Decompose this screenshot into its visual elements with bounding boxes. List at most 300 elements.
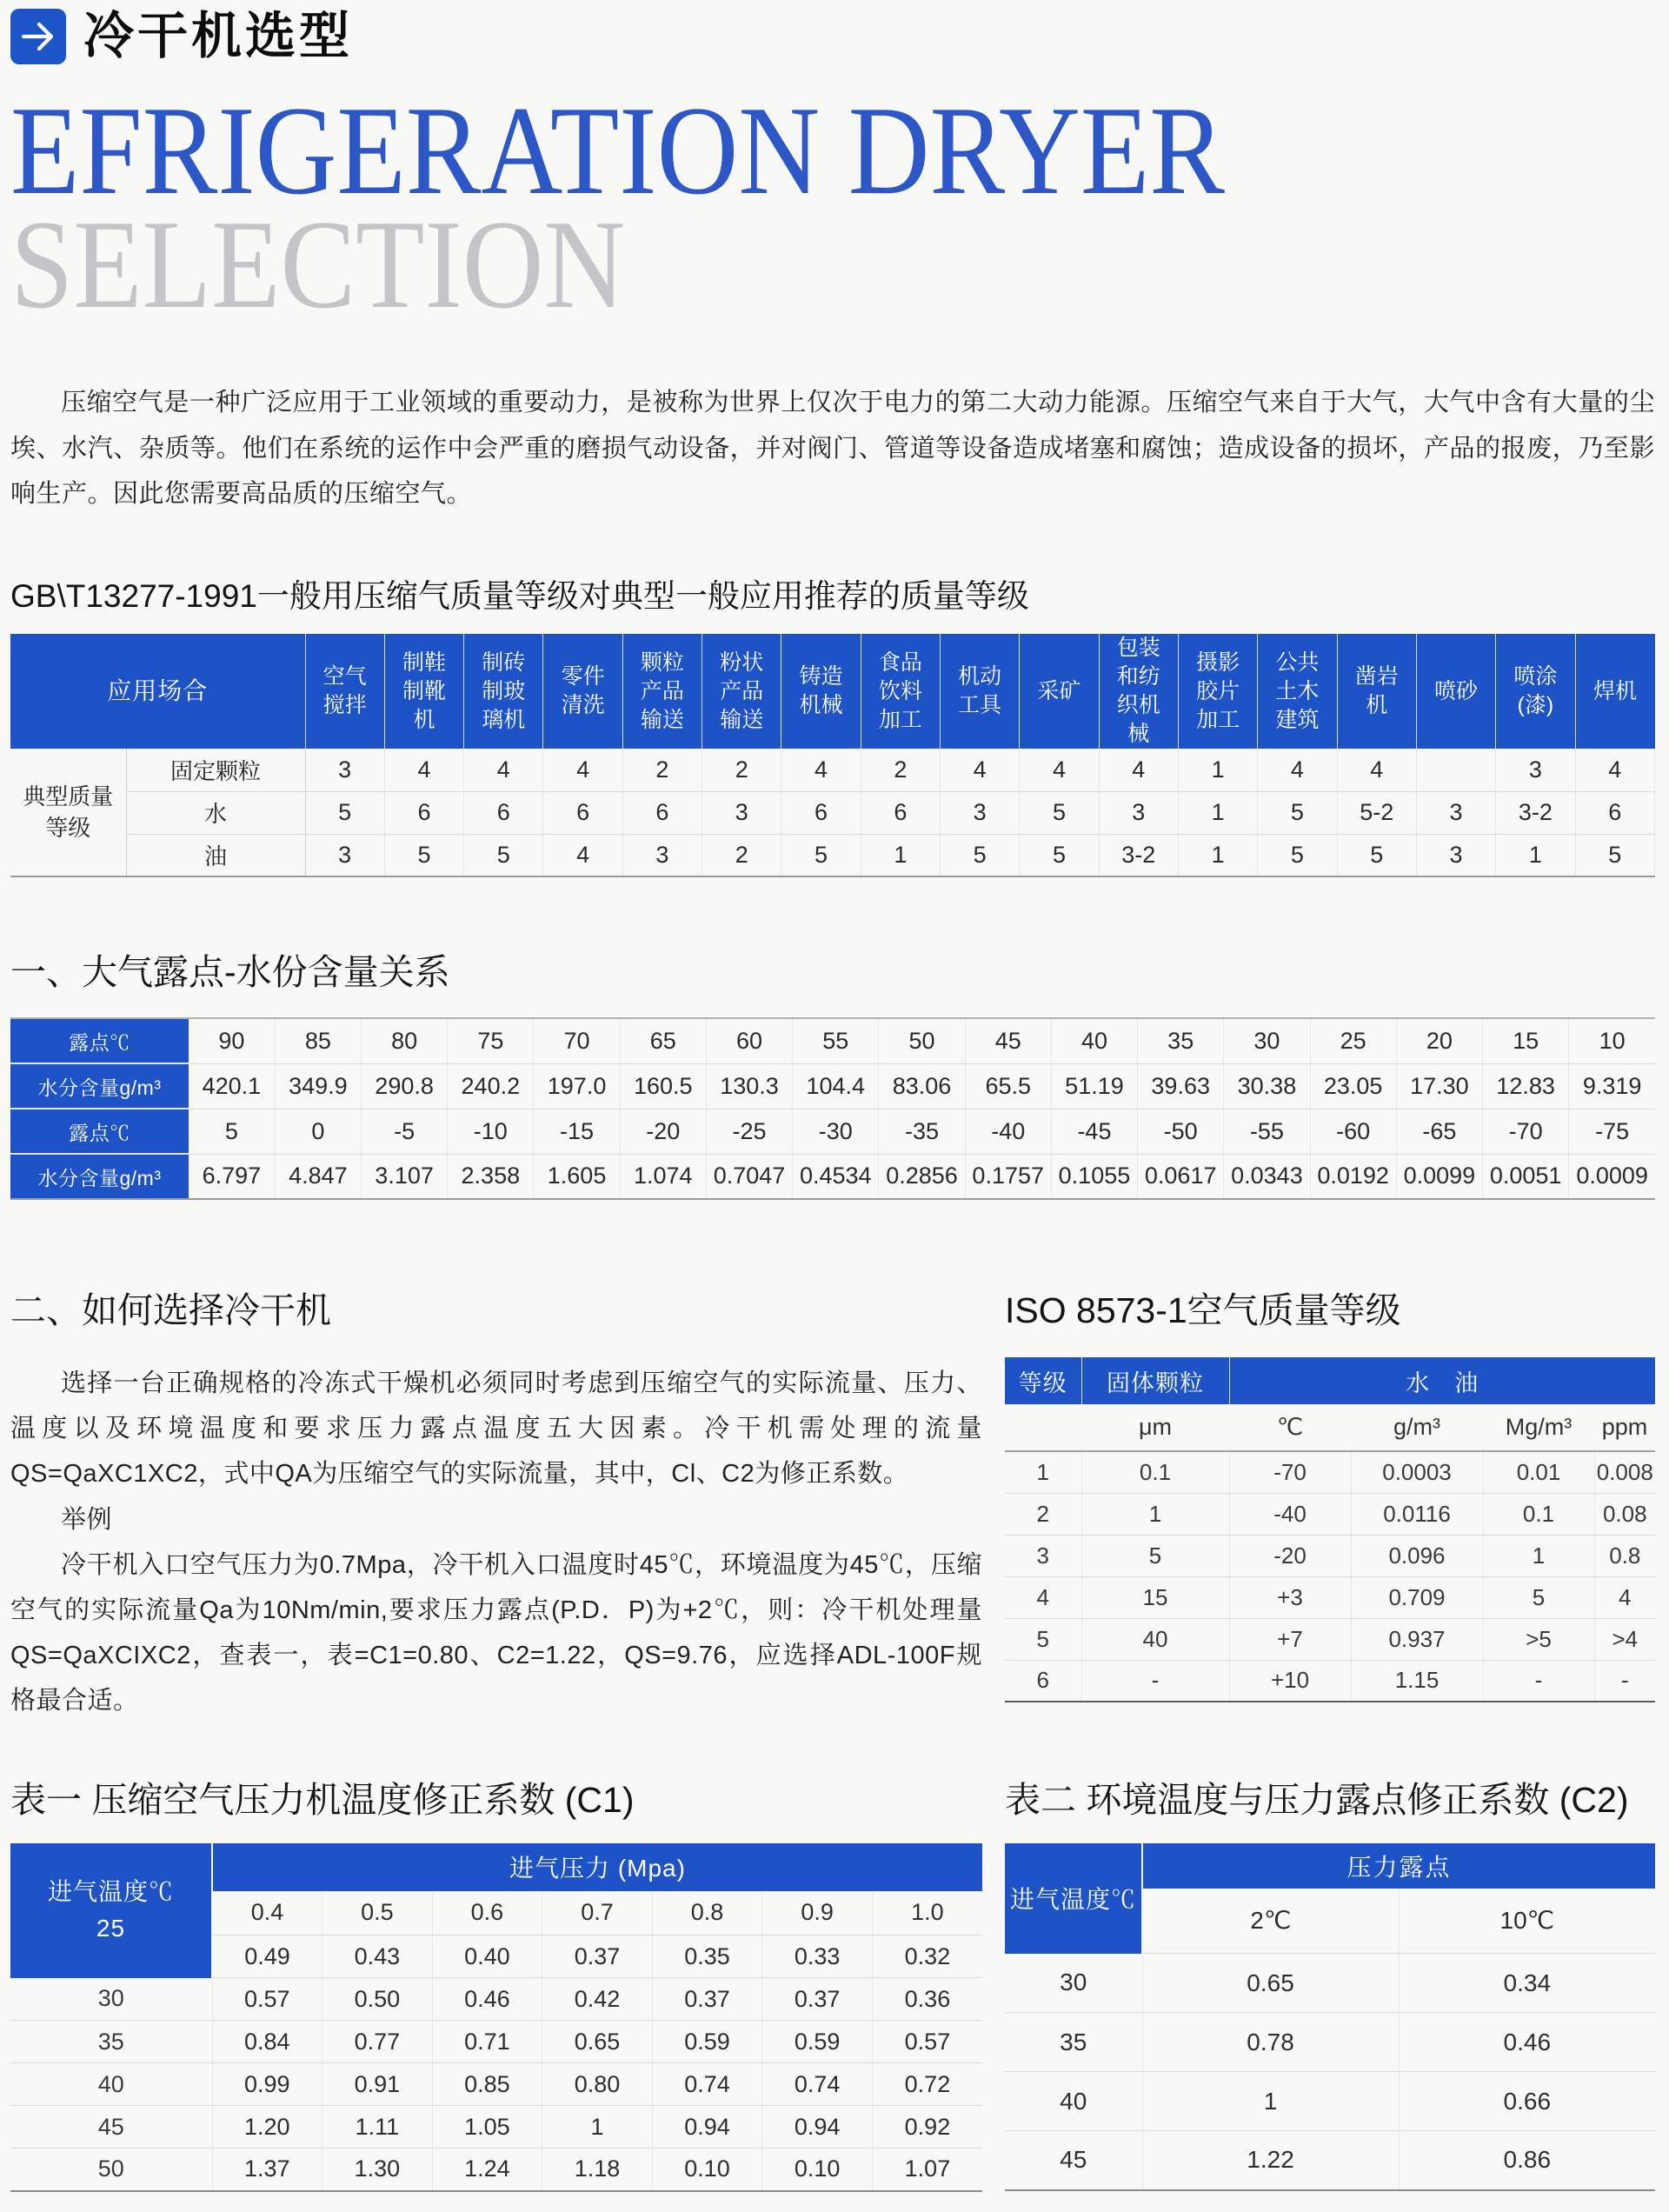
selection-example-paragraph: 冷干机入口空气压力为0.7Mpa，冷干机入口温度时45℃，环境温度为45℃，压缩空气的实际流量Qa为10Nm/min,要求压力露点(P.D．P)为+2℃，则：冷干机处理量QS=QaXCIXC2，查表一，表=C1=0.80、C2=1.22，QS=9.76，应选择ADL-100F规格最合适。 <box>10 1550 982 1716</box>
iso-unit-cell <box>1005 1404 1081 1451</box>
iso-unit-cell: ppm <box>1594 1404 1655 1451</box>
dew-value-cell: 1.605 <box>534 1154 620 1199</box>
iso-value-cell: -40 <box>1229 1493 1351 1535</box>
dew-value-cell: 0.1055 <box>1051 1154 1137 1199</box>
gb-value-cell: 1 <box>1178 791 1257 834</box>
dew-value-cell: -50 <box>1138 1109 1224 1154</box>
gb-value-cell: 2 <box>622 749 702 791</box>
dew-value-cell: 420.1 <box>189 1063 275 1109</box>
c1-value-cell: 0.84 <box>212 2021 322 2063</box>
dew-value-cell: -20 <box>620 1109 706 1154</box>
c2-value-cell: 0.66 <box>1399 2072 1655 2131</box>
gb-value-cell: 5 <box>941 834 1020 876</box>
c1-value-cell: 0.80 <box>542 2063 653 2106</box>
c1-data-row <box>10 1978 982 2021</box>
c1-data-row <box>10 2106 982 2149</box>
gb-value-cell: 6 <box>384 791 463 834</box>
iso-unit-cell: ℃ <box>1229 1404 1351 1451</box>
dew-value-cell: 65.5 <box>965 1063 1051 1109</box>
gb-table-title: GB\T13277-1991一般用压缩气质量等级对典型一般应用推荐的质量等级 <box>10 578 1029 615</box>
iso-value-cell: 4 <box>1594 1576 1655 1618</box>
dew-value-cell: 0 <box>275 1109 361 1154</box>
iso-value-cell: 6 <box>1005 1660 1081 1702</box>
selection-example-label: 举例 <box>61 1505 113 1534</box>
gb-value-cell: 3 <box>1099 791 1178 834</box>
dew-value-cell: -25 <box>706 1109 792 1154</box>
c1-value-cell: 0.91 <box>322 2063 433 2106</box>
iso-value-cell: 0.1 <box>1483 1493 1594 1535</box>
c1-value-cell: 1.05 <box>432 2106 542 2149</box>
dew-value-cell: 15 <box>1483 1018 1569 1063</box>
c2-corner-header: 进气温度℃ <box>1005 1843 1142 1954</box>
gb-value-cell: 4 <box>941 749 1020 791</box>
page-title-en-line1: EFRIGERATION DRYER <box>10 80 1225 221</box>
iso-data-row <box>1005 1535 1655 1576</box>
gb-value-cell: 1 <box>861 834 940 876</box>
dew-value-cell: -75 <box>1569 1109 1655 1154</box>
dew-row <box>10 1109 1655 1154</box>
c1-data-row <box>10 2063 982 2106</box>
gb-column-header: 焊机 <box>1575 634 1654 749</box>
gb-value-cell: 5 <box>781 834 861 876</box>
c2-table-title: 表二 环境温度与压力露点修正系数 (C2) <box>1005 1779 1629 1820</box>
gb-value-cell: 5 <box>1575 834 1654 876</box>
dew-value-cell: -15 <box>534 1109 620 1154</box>
gb-value-cell: 2 <box>702 749 781 791</box>
dew-value-cell: 349.9 <box>275 1063 361 1109</box>
gb-value-cell: 5 <box>1337 834 1416 876</box>
dew-value-cell: 83.06 <box>879 1063 965 1109</box>
iso-solid-particle-header: 固体颗粒 <box>1081 1357 1229 1404</box>
dew-value-cell: -60 <box>1310 1109 1396 1154</box>
gb-column-header: 包装和纺织机械 <box>1099 634 1178 749</box>
gb-column-header: 零件清洗 <box>543 634 622 749</box>
gb-value-cell: 5 <box>305 791 384 834</box>
gb-column-header: 颗粒产品输送 <box>622 634 702 749</box>
c1-value-cell: 1.24 <box>432 2149 542 2191</box>
gb-data-row <box>10 749 1655 791</box>
selection-title: 二、如何选择冷干机 <box>10 1290 331 1331</box>
c2-value-cell: 0.86 <box>1399 2131 1655 2190</box>
dew-value-cell: 20 <box>1396 1018 1482 1063</box>
iso-data-row <box>1005 1576 1655 1618</box>
gb-value-cell: 3-2 <box>1099 834 1178 876</box>
gb-data-row <box>10 834 1655 876</box>
gb-value-cell: 4 <box>384 749 463 791</box>
c1-value-cell: 1.37 <box>212 2149 322 2191</box>
iso-value-cell: 0.8 <box>1594 1535 1655 1576</box>
iso-value-cell: 1 <box>1005 1451 1081 1493</box>
c1-row-label: 30 <box>10 1978 212 2021</box>
c1-value-cell: 0.94 <box>762 2106 873 2149</box>
c1-value-cell: 1 <box>542 2106 653 2149</box>
dew-value-cell: 0.0099 <box>1396 1154 1482 1199</box>
selection-section <box>10 1282 982 1724</box>
dew-value-cell: -10 <box>448 1109 534 1154</box>
iso-water-oil-header: 水 油 <box>1229 1357 1655 1404</box>
gb-corner-header: 应用场合 <box>10 634 305 749</box>
dew-table <box>10 1017 1655 1200</box>
dew-value-cell: 0.0617 <box>1138 1154 1224 1199</box>
gb-value-cell: 4 <box>1020 749 1099 791</box>
gb-value-cell: 5 <box>464 834 543 876</box>
c1-value-cell: 0.36 <box>872 1978 982 2021</box>
gb-table-head <box>10 634 1655 749</box>
gb-table <box>10 634 1655 877</box>
c1-table <box>10 1843 982 2192</box>
c2-dewpoint-header: 压力露点 <box>1142 1843 1655 1889</box>
dew-value-cell: 240.2 <box>448 1063 534 1109</box>
c1-pressure-cell: 1.0 <box>872 1891 982 1936</box>
dew-value-cell: 130.3 <box>706 1063 792 1109</box>
gb-row-label: 水 <box>126 791 305 834</box>
dew-value-cell: -30 <box>793 1109 879 1154</box>
c2-value-cell: 0.65 <box>1142 1954 1399 2013</box>
c1-value-cell: 0.35 <box>652 1936 762 1978</box>
c1-value-cell: 0.57 <box>212 1978 322 2021</box>
dew-value-cell: 12.83 <box>1483 1063 1569 1109</box>
gb-value-cell: 6 <box>622 791 702 834</box>
middle-columns <box>10 1282 1655 1724</box>
c1-value-cell: 0.74 <box>762 2063 873 2106</box>
gb-value-cell: 2 <box>702 834 781 876</box>
gb-value-cell: 5 <box>1258 791 1337 834</box>
dew-value-cell: 0.0051 <box>1483 1154 1569 1199</box>
dew-row-label: 水分含量g/m³ <box>10 1063 189 1109</box>
dew-value-cell: -70 <box>1483 1109 1569 1154</box>
dew-value-cell: 0.7047 <box>706 1154 792 1199</box>
dew-value-cell: 0.4534 <box>793 1154 879 1199</box>
iso-value-cell: 5 <box>1081 1535 1229 1576</box>
iso-section <box>1005 1282 1655 1724</box>
iso-value-cell: 5 <box>1483 1576 1594 1618</box>
dew-body <box>10 1018 1655 1199</box>
iso-value-cell: - <box>1594 1660 1655 1702</box>
iso-value-cell: -20 <box>1229 1535 1351 1576</box>
gb-body <box>10 749 1655 876</box>
arrow-right-icon-glyph <box>17 16 59 57</box>
iso-value-cell: -70 <box>1229 1451 1351 1493</box>
dew-value-cell: 1.074 <box>620 1154 706 1199</box>
iso-data-row <box>1005 1493 1655 1535</box>
dew-section-title: 一、大气露点-水份含量关系 <box>10 952 450 993</box>
dew-value-cell: 197.0 <box>534 1063 620 1109</box>
page-title: 冷干机选型 <box>83 7 354 64</box>
page-title-en <box>10 80 1474 336</box>
c2-row-label: 35 <box>1005 2013 1142 2072</box>
dew-value-cell: 85 <box>275 1018 361 1063</box>
dew-value-cell: 45 <box>965 1018 1051 1063</box>
dew-row-label: 水分含量g/m³ <box>10 1154 189 1199</box>
gb-value-cell: 4 <box>543 749 622 791</box>
iso-value-cell: - <box>1483 1660 1594 1702</box>
iso-value-cell: >5 <box>1483 1618 1594 1660</box>
c1-value-cell: 1.30 <box>322 2149 433 2191</box>
c1-pressure-cell: 0.9 <box>762 1891 873 1936</box>
c1-corner-header <box>10 1843 212 1978</box>
iso-data-row <box>1005 1660 1655 1702</box>
dew-value-cell: -45 <box>1051 1109 1137 1154</box>
dew-value-cell: 80 <box>361 1018 447 1063</box>
gb-value-cell: 5 <box>1020 834 1099 876</box>
gb-value-cell: 5 <box>1020 791 1099 834</box>
iso-unit-cell: μm <box>1081 1404 1229 1451</box>
c1-tbody <box>10 1843 982 2191</box>
dew-value-cell: 51.19 <box>1051 1063 1137 1109</box>
dew-value-cell: 3.107 <box>361 1154 447 1199</box>
c1-value-cell: 0.37 <box>652 1978 762 2021</box>
gb-value-cell: 4 <box>1575 749 1654 791</box>
gb-row-label: 油 <box>126 834 305 876</box>
iso-table-head <box>1005 1357 1655 1451</box>
dew-row <box>10 1063 1655 1109</box>
c1-value-cell: 0.32 <box>872 1936 982 1978</box>
dew-value-cell: 290.8 <box>361 1063 447 1109</box>
c1-value-cell: 0.74 <box>652 2063 762 2106</box>
gb-column-header: 空气搅拌 <box>305 634 384 749</box>
dew-value-cell: 75 <box>448 1018 534 1063</box>
c1-pressure-cell: 0.6 <box>432 1891 542 1936</box>
c2-row-label: 45 <box>1005 2131 1142 2190</box>
dew-value-cell: -5 <box>361 1109 447 1154</box>
iso-table <box>1005 1357 1655 1702</box>
gb-value-cell: 3 <box>941 791 1020 834</box>
dew-value-cell: 23.05 <box>1310 1063 1396 1109</box>
iso-table-title: ISO 8573-1空气质量等级 <box>1005 1290 1401 1331</box>
dew-value-cell: 65 <box>620 1018 706 1063</box>
iso-value-cell: +3 <box>1229 1576 1351 1618</box>
c1-value-cell: 0.92 <box>872 2106 982 2149</box>
dew-value-cell: 9.319 <box>1569 1063 1655 1109</box>
dew-value-cell: 25 <box>1310 1018 1396 1063</box>
c1-value-cell: 0.59 <box>652 2021 762 2063</box>
intro-paragraph: 压缩空气是一种广泛应用于工业领域的重要动力，是被称为世界上仅次于电力的第二大动力能源。压缩空气来自于大气，大气中含有大量的尘埃、水汽、杂质等。他们在系统的运作中会严重的磨损气动设备，并对阀门、管道等设备造成堵塞和腐蚀；造成设备的损坏，产品的报废，乃至影响生产。因此您需要高品质的压缩空气。 <box>10 388 1655 509</box>
c1-value-cell: 0.57 <box>872 2021 982 2063</box>
gb-value-cell: 6 <box>1575 791 1654 834</box>
c1-data-row <box>10 2149 982 2191</box>
iso-value-cell: 3 <box>1005 1535 1081 1576</box>
iso-value-cell: 0.937 <box>1351 1618 1483 1660</box>
gb-value-cell <box>1416 749 1495 791</box>
iso-data-row <box>1005 1451 1655 1493</box>
dew-value-cell: -55 <box>1224 1109 1310 1154</box>
gb-value-cell: 4 <box>543 834 622 876</box>
iso-value-cell: 0.0116 <box>1351 1493 1483 1535</box>
arrow-right-icon <box>10 9 66 64</box>
c1-value-cell: 0.37 <box>762 1978 873 2021</box>
c2-data-row <box>1005 1954 1655 2013</box>
iso-value-cell: 0.0003 <box>1351 1451 1483 1493</box>
dew-value-cell: 6.797 <box>189 1154 275 1199</box>
c1-row-label: 45 <box>10 2106 212 2149</box>
c2-value-cell: 0.34 <box>1399 1954 1655 2013</box>
c2-col-header: 10℃ <box>1399 1889 1655 1954</box>
dew-value-cell: 30.38 <box>1224 1063 1310 1109</box>
page-header <box>10 0 1655 64</box>
c1-value-cell: 0.10 <box>762 2149 873 2191</box>
gb-value-cell: 4 <box>1337 749 1416 791</box>
gb-value-cell: 1 <box>1496 834 1575 876</box>
dew-value-cell: 50 <box>879 1018 965 1063</box>
c1-value-cell: 1.20 <box>212 2106 322 2149</box>
gb-column-header: 粉状产品输送 <box>702 634 781 749</box>
page-title-en-line2: SELECTION <box>10 194 626 336</box>
c2-data-row <box>1005 2131 1655 2190</box>
c1-value-cell: 1.11 <box>322 2106 433 2149</box>
c1-value-cell: 0.94 <box>652 2106 762 2149</box>
dew-value-cell: 70 <box>534 1018 620 1063</box>
c1-value-cell: 0.33 <box>762 1936 873 1978</box>
c1-value-cell: 0.85 <box>432 2063 542 2106</box>
gb-column-header: 凿岩机 <box>1337 634 1416 749</box>
iso-value-cell: >4 <box>1594 1618 1655 1660</box>
gb-value-cell: 3-2 <box>1496 791 1575 834</box>
gb-column-header: 喷砂 <box>1416 634 1495 749</box>
gb-value-cell: 1 <box>1178 749 1257 791</box>
c1-value-cell: 0.37 <box>542 1936 653 1978</box>
c1-pressure-cell: 0.8 <box>652 1891 762 1936</box>
c2-data-row <box>1005 2072 1655 2131</box>
c2-value-cell: 0.46 <box>1399 2013 1655 2072</box>
c1-value-cell: 0.10 <box>652 2149 762 2191</box>
c1-pressure-cell: 0.7 <box>542 1891 653 1936</box>
dew-value-cell: 104.4 <box>793 1063 879 1109</box>
iso-value-cell: 0.096 <box>1351 1535 1483 1576</box>
c2-table <box>1005 1843 1655 2191</box>
c1-value-cell: 0.65 <box>542 2021 653 2063</box>
gb-value-cell: 3 <box>305 834 384 876</box>
gb-value-cell: 3 <box>1416 791 1495 834</box>
c1-row-label: 50 <box>10 2149 212 2191</box>
c2-header-row <box>1005 1843 1655 1889</box>
dew-value-cell: 40 <box>1051 1018 1137 1063</box>
iso-value-cell: 4 <box>1005 1576 1081 1618</box>
iso-value-cell: 0.08 <box>1594 1493 1655 1535</box>
c1-value-cell: 0.46 <box>432 1978 542 2021</box>
c2-col-header: 2℃ <box>1142 1889 1399 1954</box>
iso-value-cell: 0.709 <box>1351 1576 1483 1618</box>
iso-value-cell: 0.1 <box>1081 1451 1229 1493</box>
dew-value-cell: 35 <box>1138 1018 1224 1063</box>
dew-value-cell: 10 <box>1569 1018 1655 1063</box>
c2-row-label: 30 <box>1005 1954 1142 2013</box>
gb-value-cell: 6 <box>861 791 940 834</box>
dew-row <box>10 1018 1655 1063</box>
c1-data-row <box>10 2021 982 2063</box>
gb-column-header: 公共土木建筑 <box>1258 634 1337 749</box>
c2-value-cell: 0.78 <box>1142 2013 1399 2072</box>
gb-value-cell: 3 <box>702 791 781 834</box>
gb-column-header: 制砖制玻璃机 <box>464 634 543 749</box>
c1-pressure-header: 进气压力 (Mpa) <box>212 1843 982 1891</box>
c2-section <box>1005 1771 1655 2192</box>
dew-value-cell: 60 <box>706 1018 792 1063</box>
iso-value-cell: 15 <box>1081 1576 1229 1618</box>
c1-row-label: 40 <box>10 2063 212 2106</box>
gb-value-cell: 3 <box>305 749 384 791</box>
dew-value-cell: 5 <box>189 1109 275 1154</box>
c1-header-row <box>10 1843 982 1891</box>
dew-value-cell: 0.2856 <box>879 1154 965 1199</box>
dew-value-cell: 160.5 <box>620 1063 706 1109</box>
gb-column-header: 铸造机械 <box>781 634 861 749</box>
c1-corner-line2: 25 <box>96 1915 126 1942</box>
c1-value-cell: 0.71 <box>432 2021 542 2063</box>
gb-value-cell: 4 <box>781 749 861 791</box>
dew-row-label: 露点℃ <box>10 1109 189 1154</box>
dew-value-cell: 55 <box>793 1018 879 1063</box>
c1-value-cell: 0.77 <box>322 2021 433 2063</box>
iso-grade-header: 等级 <box>1005 1357 1081 1404</box>
gb-data-row <box>10 791 1655 834</box>
dew-value-cell: 39.63 <box>1138 1063 1224 1109</box>
gb-column-header: 喷涂(漆) <box>1496 634 1575 749</box>
gb-value-cell: 1 <box>1178 834 1257 876</box>
c1-value-cell: 1.18 <box>542 2149 653 2191</box>
c1-value-cell: 0.50 <box>322 1978 433 2021</box>
c1-pressure-cell: 0.5 <box>322 1891 433 1936</box>
c1-value-cell: 0.59 <box>762 2021 873 2063</box>
gb-row-group-label: 典型质量等级 <box>10 749 126 876</box>
selection-paragraph: 选择一台正确规格的冷冻式干燥机必须同时考虑到压缩空气的实际流量、压力、温度以及环境温度和要求压力露点温度五大因素。冷干机需处理的流量QS=QaXC1XC2，式中QA为压缩空气的实际流量，其中，Cl、C2为修正系数。 <box>10 1369 982 1489</box>
dew-value-cell: 90 <box>189 1018 275 1063</box>
iso-data-row <box>1005 1618 1655 1660</box>
dew-value-cell: -40 <box>965 1109 1051 1154</box>
dew-value-cell: 0.1757 <box>965 1154 1051 1199</box>
gb-column-header: 采矿 <box>1020 634 1099 749</box>
c1-value-cell: 0.99 <box>212 2063 322 2106</box>
iso-value-cell: 0.008 <box>1594 1451 1655 1493</box>
gb-column-header: 制鞋制靴机 <box>384 634 463 749</box>
gb-value-cell: 4 <box>1258 749 1337 791</box>
iso-body <box>1005 1451 1655 1702</box>
c1-pressure-cell: 0.4 <box>212 1891 322 1936</box>
gb-value-cell: 6 <box>543 791 622 834</box>
c1-value-cell: 0.49 <box>212 1936 322 1978</box>
iso-value-cell: 1 <box>1081 1493 1229 1535</box>
c1-table-title: 表一 压缩空气压力机温度修正系数 (C1) <box>10 1779 635 1820</box>
c2-data-row <box>1005 2013 1655 2072</box>
iso-value-cell: 0.01 <box>1483 1451 1594 1493</box>
dew-value-cell: -35 <box>879 1109 965 1154</box>
gb-value-cell: 6 <box>464 791 543 834</box>
gb-column-header: 机动工具 <box>941 634 1020 749</box>
iso-value-cell: +10 <box>1229 1660 1351 1702</box>
dew-value-cell: 0.0192 <box>1310 1154 1396 1199</box>
c1-value-cell: 0.40 <box>432 1936 542 1978</box>
c2-value-cell: 1.22 <box>1142 2131 1399 2190</box>
gb-value-cell: 3 <box>1416 834 1495 876</box>
iso-value-cell: 2 <box>1005 1493 1081 1535</box>
gb-column-header: 摄影胶片加工 <box>1178 634 1257 749</box>
c1-corner-line1: 进气温度℃ <box>47 1878 174 1906</box>
c1-value-cell: 0.43 <box>322 1936 433 1978</box>
c1-row-label: 35 <box>10 2021 212 2063</box>
c2-value-cell: 1 <box>1142 2072 1399 2131</box>
iso-value-cell: +7 <box>1229 1618 1351 1660</box>
c1-value-cell: 0.72 <box>872 2063 982 2106</box>
iso-value-cell: 40 <box>1081 1618 1229 1660</box>
dew-value-cell: 30 <box>1224 1018 1310 1063</box>
dew-value-cell: -65 <box>1396 1109 1482 1154</box>
gb-column-header: 食品饮料加工 <box>861 634 940 749</box>
gb-value-cell: 5 <box>1258 834 1337 876</box>
dew-value-cell: 0.0009 <box>1569 1154 1655 1199</box>
gb-value-cell: 3 <box>1496 749 1575 791</box>
gb-value-cell: 5 <box>384 834 463 876</box>
gb-value-cell: 5-2 <box>1337 791 1416 834</box>
bottom-columns <box>10 1771 1655 2192</box>
